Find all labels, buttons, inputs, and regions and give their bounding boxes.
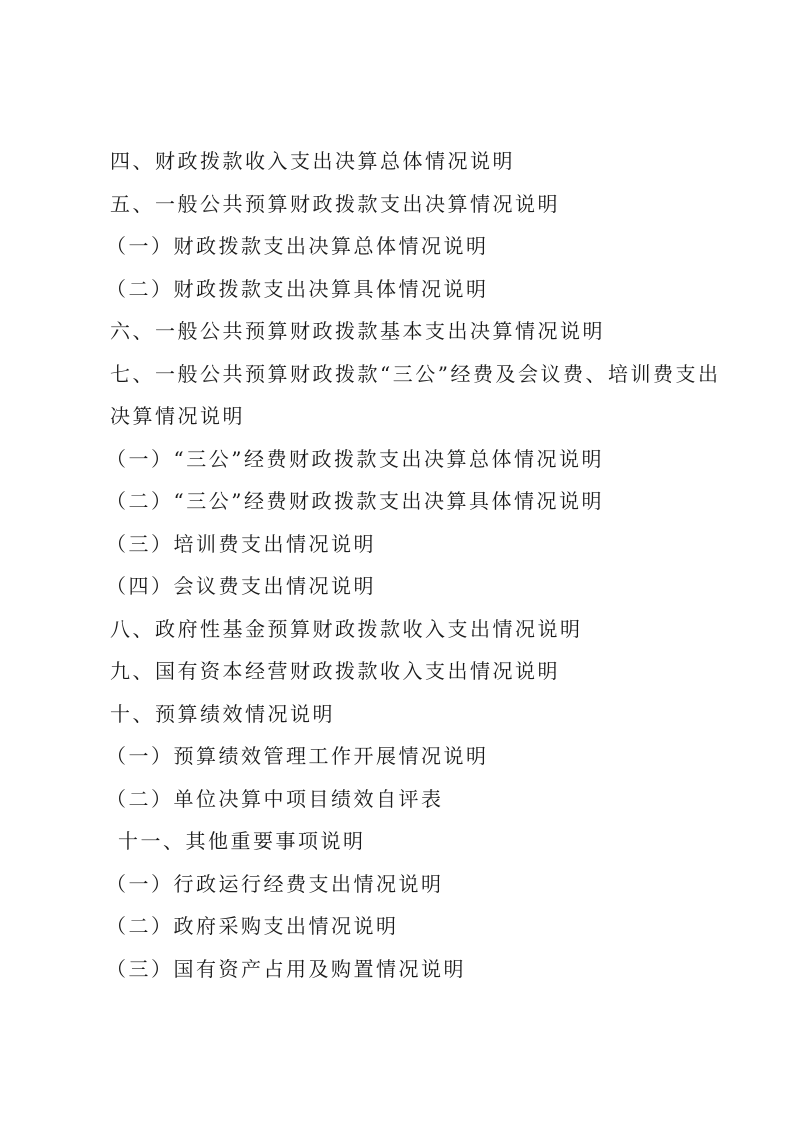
toc-item-section-10: 十、预算绩效情况说明: [110, 702, 335, 726]
toc-item-section-5-2: （二）财政拨款支出决算具体情况说明: [106, 277, 489, 301]
toc-item-section-5: 五、一般公共预算财政拨款支出决算情况说明: [110, 192, 560, 216]
toc-item-section-5-1: （一）财政拨款支出决算总体情况说明: [106, 234, 489, 258]
toc-item-section-6: 六、一般公共预算财政拨款基本支出决算情况说明: [110, 319, 605, 343]
toc-item-section-11: 十一、其他重要事项说明: [118, 829, 366, 853]
toc-item-section-8: 八、政府性基金预算财政拨款收入支出情况说明: [110, 617, 583, 641]
toc-item-section-11-2: （二）政府采购支出情况说明: [106, 914, 399, 938]
toc-item-section-7-continued: 决算情况说明: [110, 404, 245, 428]
toc-item-section-11-3: （三）国有资产占用及购置情况说明: [106, 957, 466, 981]
toc-item-section-7-1: （一）“三公”经费财政拨款支出决算总体情况说明: [106, 447, 604, 471]
toc-item-section-7-2: （二）“三公”经费财政拨款支出决算具体情况说明: [106, 489, 604, 513]
toc-item-section-10-1: （一）预算绩效管理工作开展情况说明: [106, 744, 489, 768]
toc-item-section-11-1: （一）行政运行经费支出情况说明: [106, 872, 444, 896]
toc-item-section-7-3: （三）培训费支出情况说明: [106, 532, 376, 556]
toc-item-section-7-4: （四）会议费支出情况说明: [106, 574, 376, 598]
toc-item-section-10-2: （二）单位决算中项目绩效自评表: [106, 787, 444, 811]
toc-item-section-7: 七、一般公共预算财政拨款“三公”经费及会议费、培训费支出: [110, 362, 721, 386]
toc-item-section-9: 九、国有资本经营财政拨款收入支出情况说明: [110, 659, 560, 683]
toc-item-section-4: 四、财政拨款收入支出决算总体情况说明: [110, 149, 515, 173]
